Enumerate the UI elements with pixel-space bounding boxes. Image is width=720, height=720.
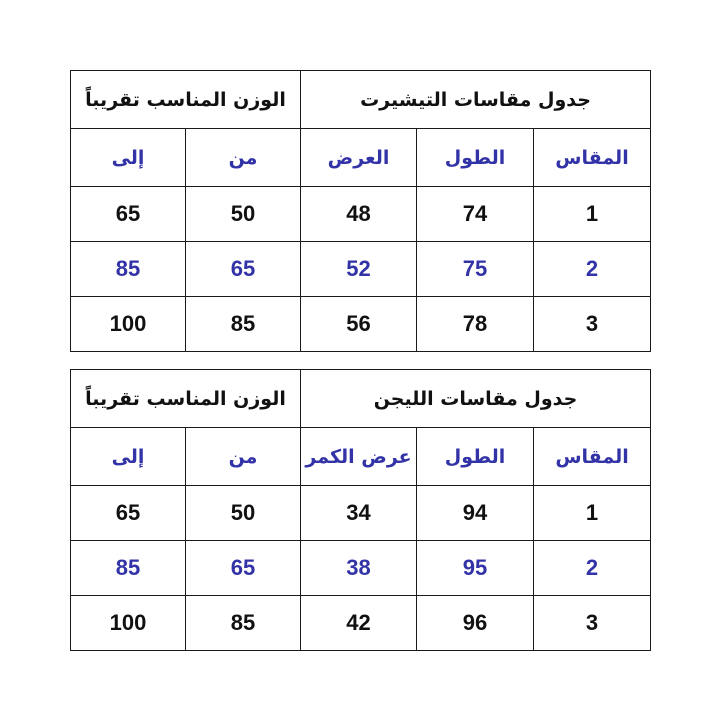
table-header-row	[71, 129, 651, 187]
cell-weight-to: 85	[71, 541, 186, 596]
cell-width: 56	[301, 297, 417, 352]
leggings-size-table	[70, 369, 651, 651]
table-header-row	[71, 428, 651, 486]
cell-size: 1	[534, 187, 651, 242]
column-header-weight-to: إلى	[71, 129, 186, 187]
tshirt-table-title: جدول مقاسات التيشيرت	[301, 71, 651, 129]
table-row	[71, 187, 651, 242]
cell-weight-to: 65	[71, 486, 186, 541]
cell-weight-from: 85	[186, 297, 301, 352]
column-header-width: العرض	[301, 129, 417, 187]
cell-weight-from: 65	[186, 242, 301, 297]
column-header-length: الطول	[417, 428, 534, 486]
leggings-table-title: جدول مقاسات الليجن	[301, 370, 651, 428]
cell-length: 78	[417, 297, 534, 352]
cell-size: 1	[534, 486, 651, 541]
table-row	[71, 596, 651, 651]
cell-length: 95	[417, 541, 534, 596]
table-row	[71, 242, 651, 297]
column-header-waist-width: عرض الكمر	[301, 428, 417, 486]
cell-waist-width: 38	[301, 541, 417, 596]
cell-waist-width: 34	[301, 486, 417, 541]
cell-weight-from: 65	[186, 541, 301, 596]
table-title-row	[71, 370, 651, 428]
cell-waist-width: 42	[301, 596, 417, 651]
table-title-row	[71, 71, 651, 129]
column-header-size: المقاس	[534, 129, 651, 187]
leggings-weight-title: الوزن المناسب تقريباً	[71, 370, 301, 428]
column-header-length: الطول	[417, 129, 534, 187]
table-row	[71, 297, 651, 352]
cell-weight-from: 85	[186, 596, 301, 651]
cell-length: 94	[417, 486, 534, 541]
cell-size: 3	[534, 596, 651, 651]
column-header-size: المقاس	[534, 428, 651, 486]
tshirt-size-table	[70, 70, 651, 352]
cell-length: 75	[417, 242, 534, 297]
column-header-weight-from: من	[186, 428, 301, 486]
cell-size: 2	[534, 242, 651, 297]
cell-weight-to: 65	[71, 187, 186, 242]
cell-length: 96	[417, 596, 534, 651]
column-header-weight-from: من	[186, 129, 301, 187]
cell-length: 74	[417, 187, 534, 242]
cell-weight-to: 85	[71, 242, 186, 297]
cell-weight-from: 50	[186, 187, 301, 242]
cell-width: 52	[301, 242, 417, 297]
table-row	[71, 486, 651, 541]
cell-width: 48	[301, 187, 417, 242]
column-header-weight-to: إلى	[71, 428, 186, 486]
cell-weight-to: 100	[71, 596, 186, 651]
cell-size: 2	[534, 541, 651, 596]
cell-weight-to: 100	[71, 297, 186, 352]
cell-size: 3	[534, 297, 651, 352]
table-row	[71, 541, 651, 596]
tshirt-weight-title: الوزن المناسب تقريباً	[71, 71, 301, 129]
cell-weight-from: 50	[186, 486, 301, 541]
